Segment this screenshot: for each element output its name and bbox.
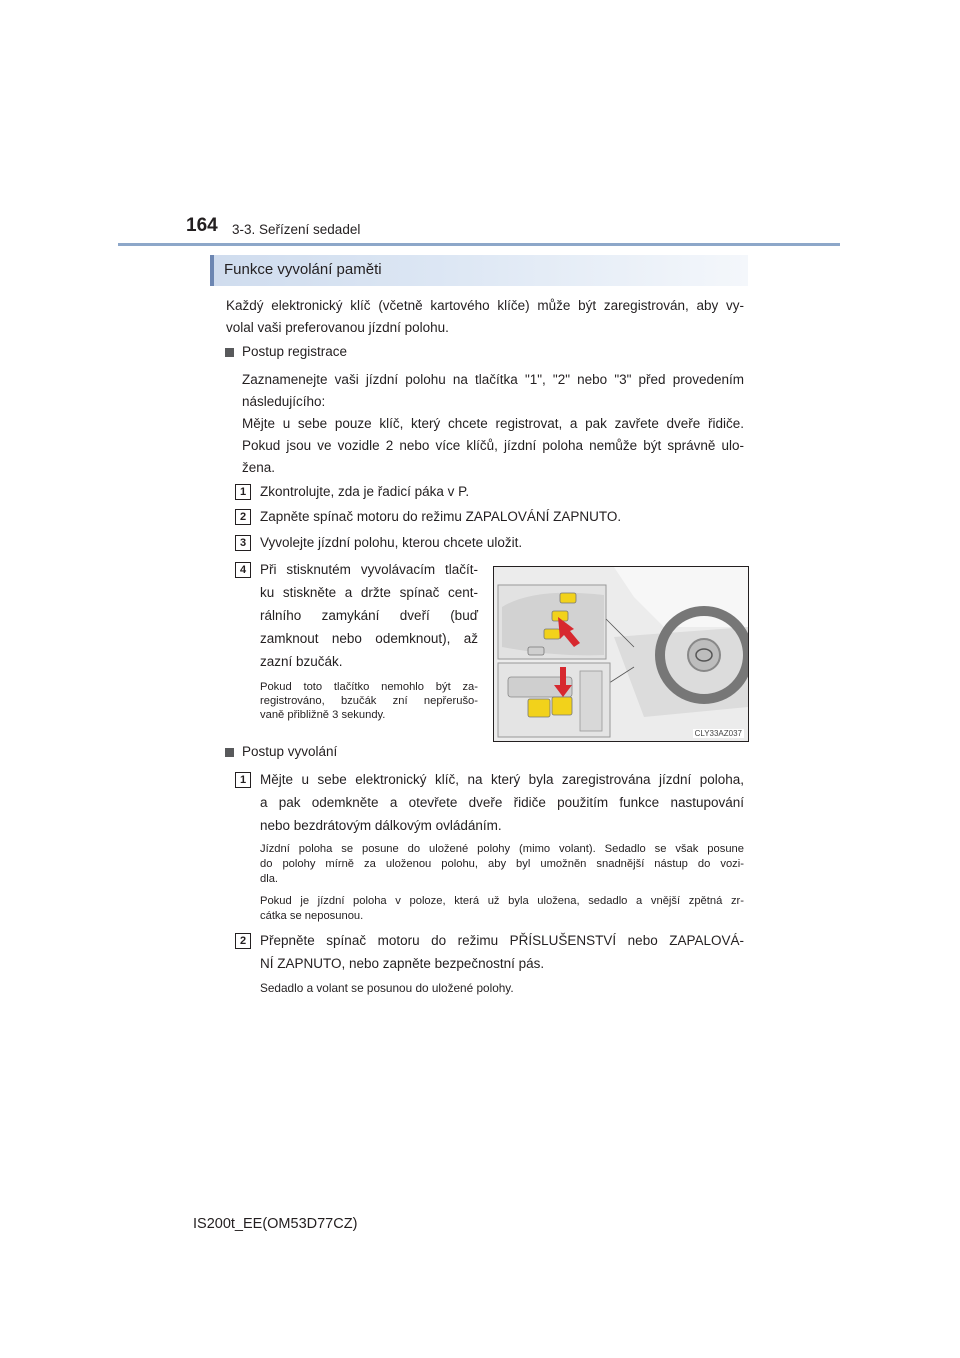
recall-heading: Postup vyvolání bbox=[242, 744, 338, 759]
memory-button-3-icon bbox=[544, 629, 560, 639]
recall-step-1-line-3: nebo bezdrátovým dálkovým ovládáním. bbox=[260, 818, 502, 833]
section-title: 3-3. Seřízení sedadel bbox=[232, 222, 361, 237]
recall-step-1-line-2: a pak odemkněte a otevřete dveře řidiče použitím funkce nastupování bbox=[260, 795, 744, 810]
step-number-badge: 2 bbox=[235, 509, 251, 525]
registration-note-line-2: registrováno, bzučák zní nepřerušo- bbox=[260, 695, 478, 707]
section-heading: Funkce vyvolání paměti bbox=[224, 261, 382, 278]
registration-note-line-1: Pokud toto tlačítko nemohlo být za- bbox=[260, 681, 478, 693]
registration-line-2: následujícího: bbox=[242, 394, 326, 409]
registration-step-4-line-4: zamknout nebo odemknout), až bbox=[260, 631, 478, 646]
registration-heading: Postup registrace bbox=[242, 344, 348, 359]
step-number-badge: 1 bbox=[235, 484, 251, 500]
recall-note-line-1: Jízdní poloha se posune do uložené polohy (mimo volant). Sedadlo se však posune bbox=[260, 843, 744, 855]
intro-line-1: Každý elektronický klíč (včetně kartového klíče) může být zaregistrován, aby vy- bbox=[226, 298, 744, 313]
model-code: IS200t_EE(OM53D77CZ) bbox=[193, 1216, 358, 1232]
lock-switch-icon bbox=[528, 699, 550, 717]
step-number-badge: 2 bbox=[235, 933, 251, 949]
registration-step-4-line-2: ku stiskněte a držte spínač cent- bbox=[260, 585, 478, 600]
registration-line-1: Zaznamenejte vaši jízdní polohu na tlačítka "1", "2" nebo "3" před provedením bbox=[242, 372, 744, 387]
registration-note-line-3: vaně přibližně 3 sekundy. bbox=[260, 709, 386, 721]
step-number-badge: 4 bbox=[235, 562, 251, 578]
section-bar-accent bbox=[210, 255, 214, 286]
step-number-badge: 3 bbox=[235, 535, 251, 551]
page-header bbox=[0, 0, 960, 250]
recall-note-line-3: dla. bbox=[260, 873, 279, 885]
registration-step-2: Zapněte spínač motoru do režimu ZAPALOVÁNÍ ZAPNUTO. bbox=[260, 509, 622, 524]
registration-step-3: Vyvolejte jízdní polohu, kterou chcete uložit. bbox=[260, 535, 523, 550]
recall-step-2-note: Sedadlo a volant se posunou do uložené polohy. bbox=[260, 981, 514, 995]
intro-line-2: volal vaši preferovanou jízdní polohu. bbox=[226, 320, 449, 335]
section-heading-bar bbox=[210, 255, 748, 286]
recall-note-line-4: Pokud je jízdní poloha v poloze, která už byla uložena, sedadlo a vnější zpětná zr- bbox=[260, 895, 744, 907]
recall-step-2-line-2: NÍ ZAPNUTO, nebo zapněte bezpečnostní pás. bbox=[260, 956, 545, 971]
unlock-switch-icon bbox=[552, 697, 572, 715]
registration-step-4-line-3: rálního zamykání dveří (buď bbox=[260, 608, 478, 623]
bullet-square bbox=[225, 348, 234, 357]
recall-note-line-2: do polohy mírně za uloženou polohu, aby byl umožněn snadnější nástup do vozi- bbox=[260, 858, 744, 870]
registration-step-4-line-1: Při stisknutém vyvolávacím tlačít- bbox=[260, 562, 478, 577]
step-number-badge: 1 bbox=[235, 772, 251, 788]
registration-line-4: Pokud jsou ve vozidle 2 nebo více klíčů, jízdní poloha nemůže být správně ulo- bbox=[242, 438, 744, 453]
bullet-square bbox=[225, 748, 234, 757]
door-panel-illustration bbox=[494, 567, 748, 741]
figure-code: CLY33AZ037 bbox=[694, 729, 742, 738]
memory-switch-figure bbox=[493, 566, 749, 742]
registration-step-1: Zkontrolujte, zda je řadicí páka v P. bbox=[260, 484, 470, 499]
memory-button-1-icon bbox=[560, 593, 576, 603]
registration-line-3: Mějte u sebe pouze klíč, který chcete registrovat, a pak zavřete dveře řidiče. bbox=[242, 416, 744, 431]
registration-line-5: žena. bbox=[242, 460, 276, 475]
recall-step-2-line-1: Přepněte spínač motoru do režimu PŘÍSLUŠENSTVÍ nebo ZAPALOVÁ- bbox=[260, 933, 744, 948]
recall-note-line-5: cátka se neposunou. bbox=[260, 910, 364, 922]
page-number: 164 bbox=[186, 215, 218, 236]
registration-step-4-line-5: zazní bzučák. bbox=[260, 654, 343, 669]
recall-step-1-line-1: Mějte u sebe elektronický klíč, na který byla zaregistrována jízdní poloha, bbox=[260, 772, 744, 787]
header-divider bbox=[118, 243, 840, 246]
